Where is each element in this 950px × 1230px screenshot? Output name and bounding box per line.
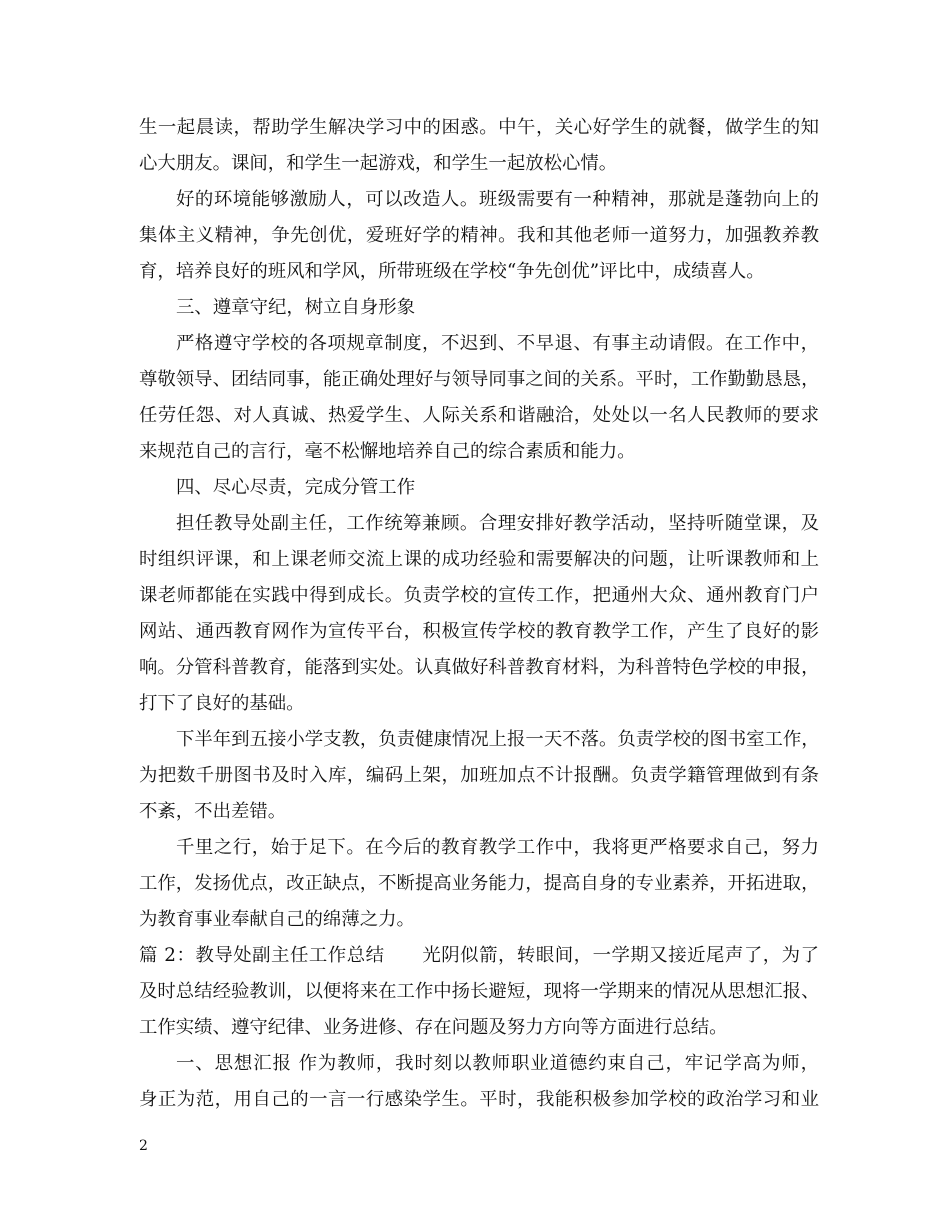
text-line: 生一起晨读，帮助学生解决学习中的困惑。中午，关心好学生的就餐，做学生的知 bbox=[139, 117, 819, 138]
text-line: 及时总结经验教训，以便将来在工作中扬长避短，现将一学期来的情况从思想汇报、 bbox=[139, 981, 820, 1002]
article-heading-line: 篇 2：教导处副主任工作总结 光阴似箭，转眼间，一学期又接近尾声了，为了 bbox=[139, 945, 819, 966]
paragraph-first-line: 担任教导处副主任，工作统筹兼顾。合理安排好教学活动，坚持听随堂课，及 bbox=[176, 513, 819, 534]
paragraph-first-line: 好的环境能够激励人，可以改造人。班级需要有一种精神，那就是蓬勃向上的 bbox=[176, 189, 819, 210]
text-line: 集体主义精神，争先创优，爱班好学的精神。我和其他老师一道努力，加强教养教 bbox=[139, 225, 819, 246]
text-line: 心大朋友。课间，和学生一起游戏，和学生一起放松心情。 bbox=[139, 153, 618, 174]
text-line: 任劳任怨、对人真诚、热爱学生、人际关系和谐融洽，处处以一名人民教师的要求 bbox=[139, 405, 819, 426]
text-line: 为教育事业奉献自己的绵薄之力。 bbox=[139, 909, 415, 930]
paragraph-first-line: 严格遵守学校的各项规章制度，不迟到、不早退、有事主动请假。在工作中， bbox=[176, 333, 819, 354]
paragraph-first-line: 千里之行，始于足下。在今后的教育教学工作中，我将更严格要求自己，努力 bbox=[176, 837, 819, 858]
text-line: 工作，发扬优点，改正缺点，不断提高业务能力，提高自身的专业素养，开拓进取， bbox=[139, 873, 820, 894]
text-line: 不紊，不出差错。 bbox=[139, 801, 287, 822]
text-line: 网站、通西教育网作为宣传平台，积极宣传学校的教育教学工作，产生了良好的影 bbox=[139, 621, 819, 642]
paragraph-first-line: 下半年到五接小学支教，负责健康情况上报一天不落。负责学校的图书室工作， bbox=[176, 729, 820, 750]
text-line: 育，培养良好的班风和学风，所带班级在学校“争先创优”评比中，成绩喜人。 bbox=[139, 261, 765, 282]
text-line: 工作实绩、遵守纪律、业务进修、存在问题及努力方向等方面进行总结。 bbox=[139, 1017, 728, 1038]
text-line: 尊敬领导、团结同事，能正确处理好与领导同事之间的关系。平时，工作勤勤恳恳， bbox=[139, 369, 820, 390]
text-line: 打下了良好的基础。 bbox=[139, 693, 305, 714]
page-number: 2 bbox=[139, 1138, 148, 1154]
paragraph-first-line: 一、思想汇报 作为教师，我时刻以教师职业道德约束自己，牢记学高为师， bbox=[176, 1053, 819, 1074]
text-line: 课老师都能在实践中得到成长。负责学校的宣传工作，把通州大众、通州教育门户 bbox=[139, 585, 819, 606]
text-line: 身正为范，用自己的一言一行感染学生。平时，我能积极参加学校的政治学习和业 bbox=[139, 1089, 819, 1110]
text-line: 时组织评课，和上课老师交流上课的成功经验和需要解决的问题，让听课教师和上 bbox=[139, 549, 819, 570]
text-line: 为把数千册图书及时入库，编码上架，加班加点不计报酬。负责学籍管理做到有条 bbox=[139, 765, 819, 786]
section-heading: 三、遵章守纪，树立自身形象 bbox=[176, 297, 416, 318]
text-line: 来规范自己的言行，毫不松懈地培养自己的综合素质和能力。 bbox=[139, 441, 636, 462]
text-line: 响。分管科普教育，能落到实处。认真做好科普教育材料，为科普特色学校的申报， bbox=[139, 657, 820, 678]
section-heading: 四、尽心尽责，完成分管工作 bbox=[176, 477, 416, 498]
